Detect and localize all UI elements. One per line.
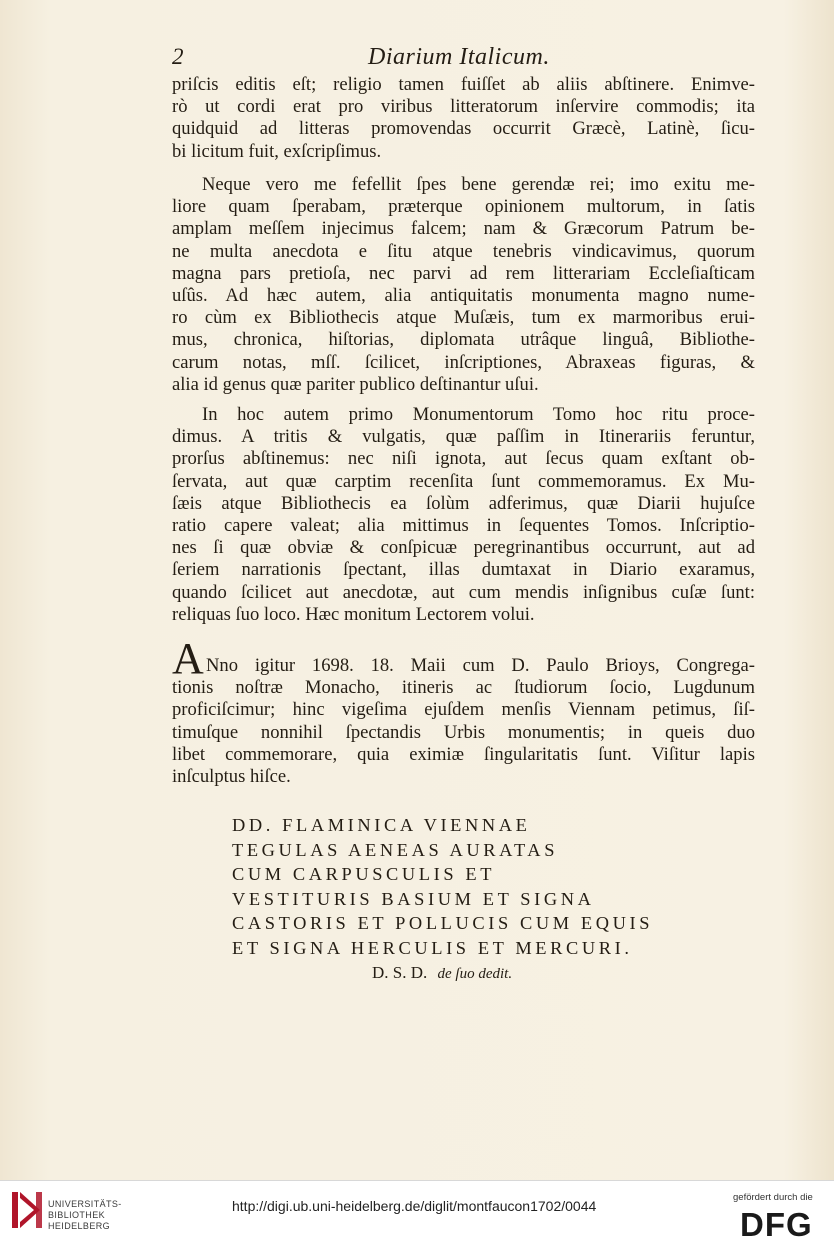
text-line: libet commemorare, quia eximiæ ſingularitatis ſunt. Viſitur lapis — [172, 743, 755, 765]
inscription-line: DD. FLAMINICA VIENNAE — [232, 815, 531, 835]
inscription-line: ET SIGNA HERCULIS ET MERCURI. — [232, 937, 633, 958]
library-name-line: UNIVERSITÄTS- — [48, 1199, 122, 1209]
library-name-line: BIBLIOTHEK — [48, 1210, 106, 1220]
text-line: amplam meſſem injecimus falcem; nam & Græcorum Patrum be- — [172, 218, 755, 240]
paragraph-3 — [172, 404, 755, 626]
text-line: alia id genus quæ pariter publico deſtinantur uſui. — [172, 373, 539, 395]
library-name-line: HEIDELBERG — [48, 1221, 111, 1231]
inscription — [232, 813, 692, 960]
text-line: proficiſcimur; hinc vigeſima ejuſdem menſis Viennam petimus, ſiſ- — [172, 699, 755, 721]
text-line: mus, chronica, hiſtorias, diplomata utrâque linguâ, Bibliothe- — [172, 329, 755, 351]
dedication-italic: de ſuo dedit. — [437, 966, 513, 982]
text-line: carum notas, mſſ. ſcilicet, inſcriptiones, Abraxeas figuras, & — [172, 351, 755, 373]
text-line: liore quam ſperabam, præterque opinionem multorum, in ſatis — [172, 196, 755, 218]
text-line: priſcis editis eſt; religio tamen fuiſſet ab aliis abſtinere. Enimve- — [172, 74, 755, 95]
paragraph-1 — [172, 74, 755, 163]
text-line: magna pars pretioſa, nec parvi ad rem litterariam Eccleſiaſticam — [172, 262, 755, 284]
inscription-dedication — [372, 963, 512, 983]
page-header — [172, 44, 772, 78]
drop-capital: A — [172, 634, 204, 683]
inscription-line: VESTITURIS BASIUM ET SIGNA — [232, 888, 595, 909]
paragraph-2 — [172, 174, 755, 396]
page-number: 2 — [172, 44, 184, 69]
dedication-abbreviation: D. S. D. — [372, 963, 428, 982]
text-line: ſæis atque Bibliothecis ea ſolùm adferimus, quæ Diarii hujuſce — [172, 492, 755, 514]
text-line: ne multa anecdota e ſitu atque tenebris vindicavimus, quorum — [172, 240, 755, 262]
running-title: Diarium Italicum. — [368, 44, 550, 70]
text-line: nes ſi quæ obviæ & conſpicuæ peregrinantibus occurrunt, aut ad — [172, 537, 755, 559]
permalink-url[interactable]: http://digi.ub.uni-heidelberg.de/diglit/montfaucon1702/0044 — [232, 1198, 597, 1214]
text-line: tionis noſtræ Monacho, itineris ac ſtudiorum ſocio, Lugdunum — [172, 677, 755, 699]
text-line: Nno igitur 1698. 18. Maii cum D. Paulo Brioys, Congrega- — [206, 655, 755, 676]
text-line: uſûs. Ad hæc autem, alia antiquitatis monumenta magno nume- — [172, 284, 755, 306]
inscription-line: CASTORIS ET POLLUCIS CUM EQUIS — [232, 913, 654, 933]
text-line: quidquid ad litteras promovendas occurrit Græcè, Latinè, ſicu- — [172, 118, 755, 140]
inscription-line: CUM CARPUSCULIS ET — [232, 864, 496, 884]
inscription-line: TEGULAS AENEAS AURATAS — [232, 839, 559, 860]
text-line: reliquas ſuo loco. Hæc monitum Lectorem volui. — [172, 603, 535, 625]
text-line: ratio capere valeat; alia mittimus in ſequentes Tomos. Inſcriptio- — [172, 514, 755, 536]
viewer-footer — [0, 1180, 834, 1249]
text-line: ſeriem narrationis ſpectant, illas dumtaxat in Diario exaramus, — [172, 559, 755, 581]
text-line: dimus. A tritis & vulgatis, quæ paſſim in Itinerariis feruntur, — [172, 426, 755, 448]
dfg-logo[interactable]: DFG — [740, 1206, 813, 1243]
library-name[interactable] — [48, 1199, 122, 1232]
text-line: prorſus abſtinemus: nec niſi ignota, aut ſecus quam exſtant ob- — [172, 448, 755, 470]
text-line: bi licitum fuit, exſcripſimus. — [172, 140, 382, 162]
text-line: rò ut cordi erat pro viribus litteratorum inſervire commodis; ita — [172, 96, 755, 118]
text-line: timuſque nonnihil ſpectandis Urbis monumentis; in queis duo — [172, 721, 755, 743]
heidelberg-university-library-logo-icon[interactable] — [10, 1188, 46, 1232]
funded-by-label: gefördert durch die — [733, 1192, 813, 1203]
text-line: quando ſcilicet aut anecdotæ, aut cum mendis inſignibus cuſæ ſunt: — [172, 581, 755, 603]
text-line: Neque vero me fefellit ſpes bene gerendæ rei; imo exitu me- — [202, 174, 755, 195]
text-line: ro cùm ex Bibliothecis atque Muſæis, tum ex marmoribus erui- — [172, 307, 755, 329]
paragraph-4 — [172, 634, 755, 788]
text-line: In hoc autem primo Monumentorum Tomo hoc ritu proce- — [202, 404, 755, 425]
text-line: inſculptus hiſce. — [172, 765, 291, 787]
text-line-with-dropcap — [172, 634, 755, 683]
text-line: ſervata, aut quæ carptim recenſita ſunt commemoramus. Ex Mu- — [172, 470, 755, 492]
